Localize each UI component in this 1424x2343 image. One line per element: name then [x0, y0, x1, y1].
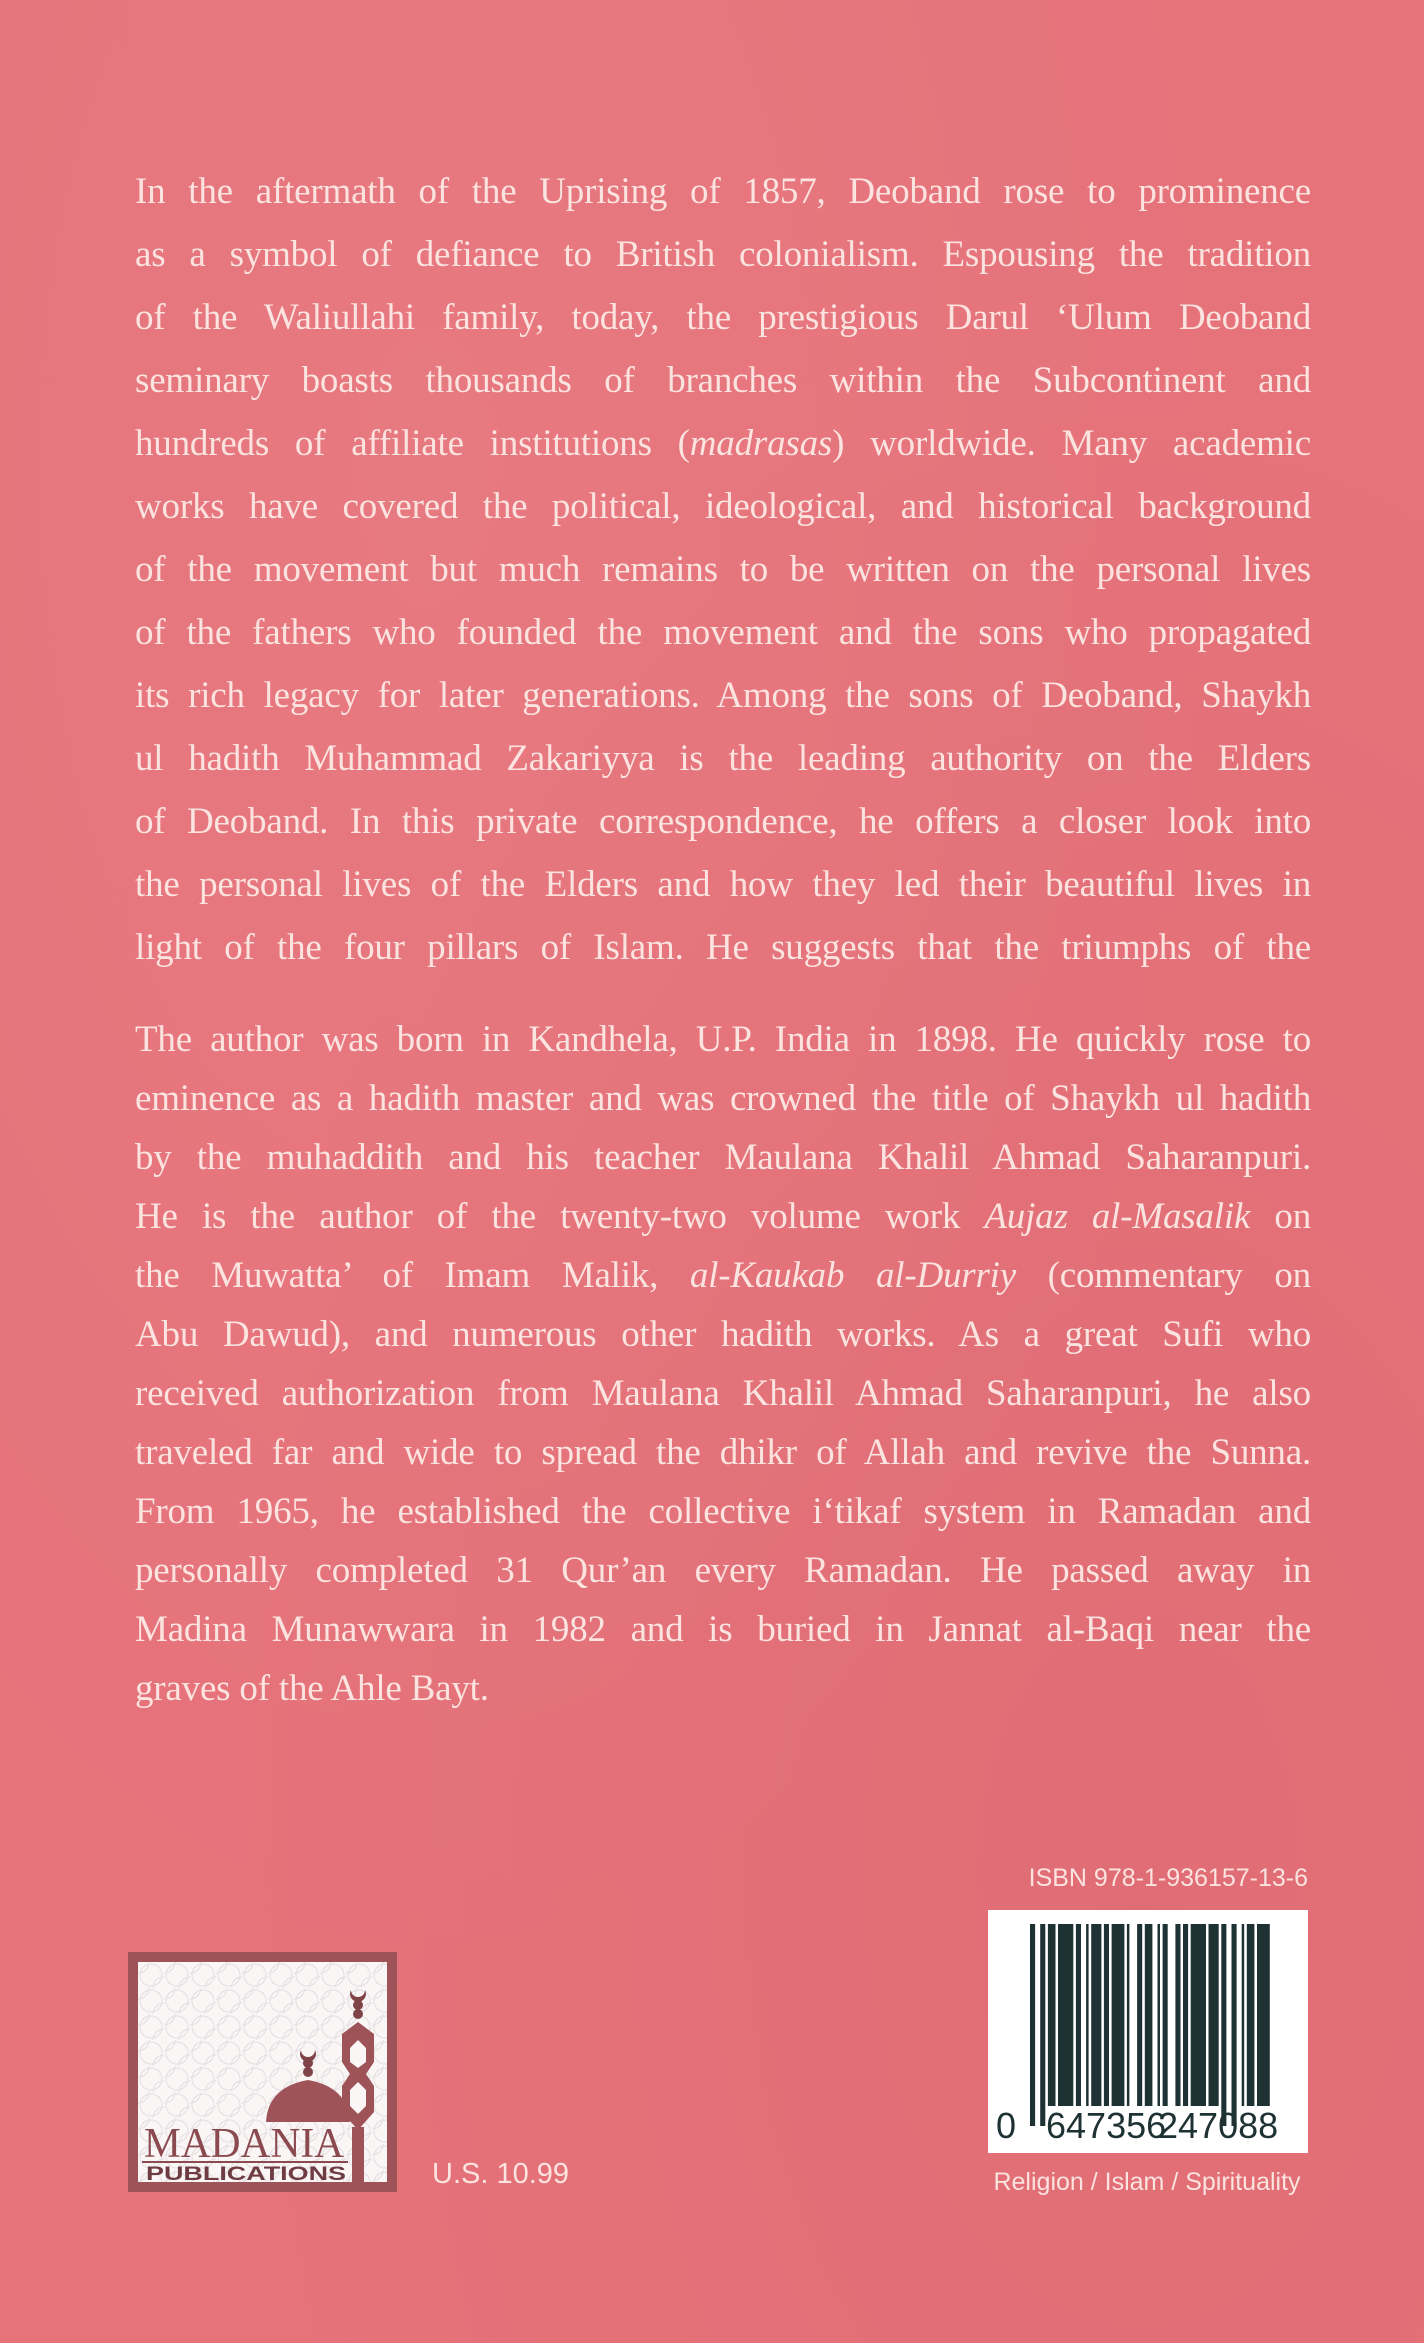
- blurb-p1-line: ul hadith Muhammad Zakariyya is the leading authority on the Elders: [135, 738, 1311, 779]
- blurb-p2-line: personally completed 31 Qur’an every Ramadan. He passed away in: [135, 1550, 1311, 1591]
- blurb-p1-line: of the movement but much remains to be written on the personal lives: [135, 549, 1311, 590]
- blurb-p1-line: seminary boasts thousands of branches within the Subcontinent and: [135, 360, 1311, 401]
- blurb-p1-line: hundreds of affiliate institutions (madrasas) worldwide. Many academic: [135, 423, 1311, 464]
- blurb-p2-line: [135, 1187, 1311, 1247]
- blurb-p2-line: by the muhaddith and his teacher Maulana Khalil Ahmad Saharanpuri.: [135, 1137, 1311, 1178]
- blurb-p2-line: The author was born in Kandhela, U.P. India in 1898. He quickly rose to: [135, 1019, 1311, 1060]
- category-label: Religion / Islam / Spirituality: [993, 2168, 1301, 2196]
- line-text: the Muwatta’ of Imam Malik,: [135, 1255, 659, 1296]
- price-label: U.S. 10.99: [432, 2158, 570, 2190]
- blurb-p1-line: as a symbol of defiance to British colonialism. Espousing the tradition: [135, 234, 1311, 275]
- blurb-p1-line: In the aftermath of the Uprising of 1857, Deoband rose to prominence: [135, 171, 1311, 212]
- italic-title: Aujaz al-Masalik: [984, 1196, 1251, 1237]
- svg-text:MADANIA: MADANIA: [144, 2121, 345, 2167]
- barcode-digit-first: 0: [996, 2105, 1017, 2146]
- blurb-p2-line: Madina Munawwara in 1982 and is buried in Jannat al-Baqi near the: [135, 1609, 1311, 1650]
- blurb-p1-line: its rich legacy for later generations. Among the sons of Deoband, Shaykh: [135, 675, 1311, 716]
- isbn-label: ISBN 978-1-936157-13-6: [1028, 1864, 1308, 1892]
- barcode-digits-left: 647356: [1046, 2105, 1167, 2146]
- blurb-p1-line: of Deoband. In this private correspondence, he offers a closer look into: [135, 801, 1311, 842]
- barcode: [988, 1910, 1308, 2153]
- italic-term: madrasas: [689, 423, 833, 464]
- line-text: hundreds of affiliate institutions: [135, 423, 652, 464]
- blurb-p2-line: From 1965, he established the collective i‘tikaf system in Ramadan and: [135, 1491, 1311, 1532]
- publisher-logo: [128, 1952, 397, 2192]
- line-text: on: [1274, 1196, 1311, 1237]
- blurb-p1-line: the personal lives of the Elders and how they led their beautiful lives in: [135, 864, 1311, 905]
- blurb-p1-line: works have covered the political, ideological, and historical background: [135, 486, 1311, 527]
- barcode-digits-right: 247088: [1158, 2105, 1279, 2146]
- svg-text:PUBLICATIONS: PUBLICATIONS: [146, 2164, 346, 2182]
- blurb-p2-line: eminence as a hadith master and was crowned the title of Shaykh ul hadith: [135, 1078, 1311, 1119]
- blurb-p2-line: [135, 1246, 1311, 1306]
- line-text: worldwide. Many academic: [844, 423, 1311, 464]
- blurb-p1-line: light of the four pillars of Islam. He suggests that the triumphs of the: [135, 927, 1311, 968]
- blurb-p2-line: Abu Dawud), and numerous other hadith works. As a great Sufi who: [135, 1314, 1311, 1355]
- line-text: He is the author of the twenty-two volume work: [135, 1196, 961, 1237]
- blurb-p2-line: received authorization from Maulana Khalil Ahmad Saharanpuri, he also: [135, 1373, 1311, 1414]
- blurb-p2-line: graves of the Ahle Bayt.: [135, 1668, 489, 1709]
- blurb-p1-line: of the fathers who founded the movement and the sons who propagated: [135, 612, 1311, 653]
- mosque-dome-minaret-icon: [138, 1962, 387, 2182]
- italic-title: al-Kaukab al-Durriy: [689, 1255, 1016, 1296]
- blurb-p2-line: traveled far and wide to spread the dhikr of Allah and revive the Sunna.: [135, 1432, 1311, 1473]
- line-text: (commentary on: [1047, 1255, 1311, 1296]
- blurb-p1-line: of the Waliullahi family, today, the prestigious Darul ‘Ulum Deoband: [135, 297, 1311, 338]
